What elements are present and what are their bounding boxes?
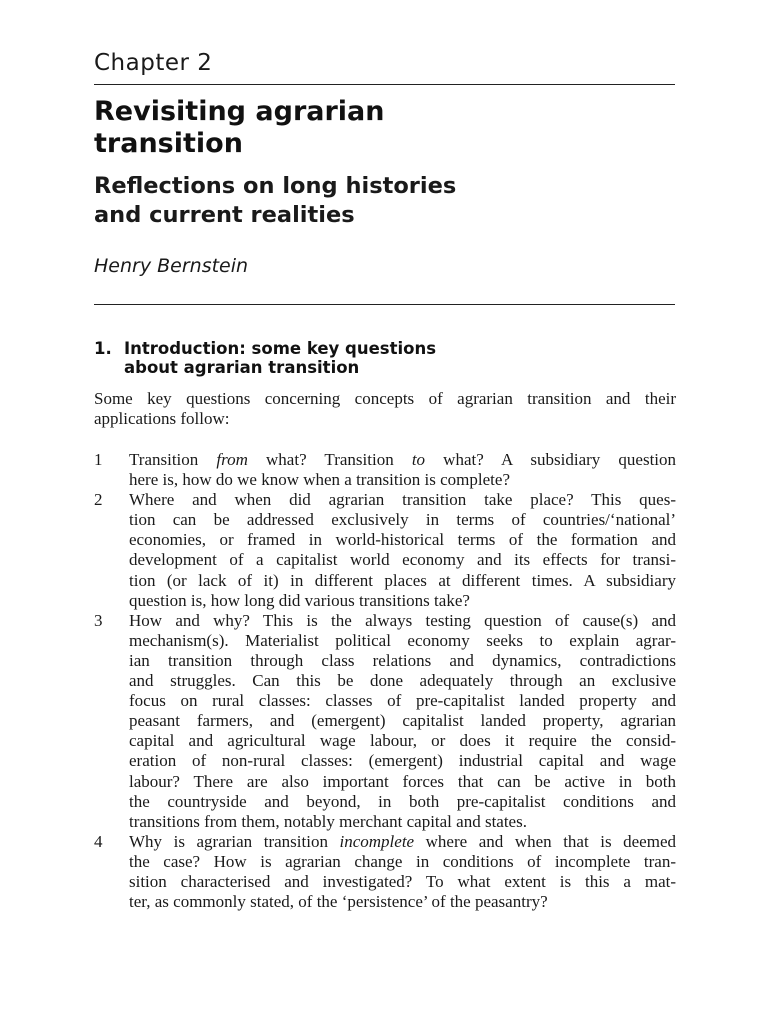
bottom-rule: [94, 304, 675, 305]
body-line: [129, 530, 676, 550]
question-text: [129, 490, 676, 611]
emphasis-text: from: [216, 450, 248, 469]
chapter-label: Chapter 2: [94, 50, 213, 76]
text-run: the case? How is agrarian change in conditions of incomplete tran-: [129, 851, 676, 871]
text-run: economies, or framed in world-historical terms of the formation and: [129, 530, 676, 550]
text-run: tion can be addressed exclusively in terms of countries/‘national’: [129, 510, 676, 530]
text-run: eration of non-rural classes: (emergent) industrial capital and wage: [129, 751, 676, 771]
chapter-subtitle-line: Reflections on long histories: [94, 173, 457, 199]
chapter-title-line: transition: [94, 128, 243, 159]
text-run: what? Transition: [247, 450, 412, 469]
text-run: How and why? This is the always testing question of cause(s) and: [129, 610, 676, 630]
question-text: [129, 450, 676, 490]
text-run: question is, how long did various transitions take?: [129, 590, 470, 610]
text-run: sition characterised and investigated? To what extent is this a mat-: [129, 871, 676, 891]
body-line: [129, 711, 676, 731]
body-line: [129, 832, 676, 852]
chapter-title: [94, 96, 684, 160]
body-line: [129, 671, 676, 691]
emphasis-text: incomplete: [339, 831, 415, 851]
body-line: [129, 772, 676, 792]
text-run: labour? There are also important forces that can be active in both: [129, 771, 676, 791]
body-line: applications follow:: [94, 409, 230, 429]
text-run: the countryside and beyond, in both pre-capitalist conditions and: [129, 791, 676, 811]
text-run: transitions from them, notably merchant capital and states.: [129, 811, 527, 831]
text-run: here is, how do we know when a transition is complete?: [129, 470, 510, 490]
question-item: [94, 611, 676, 832]
top-rule: [94, 84, 675, 85]
chapter-subtitle: [94, 172, 684, 230]
question-text: [129, 832, 676, 912]
body-line: [129, 470, 676, 490]
body-line: [129, 631, 676, 651]
text-run: mechanism(s). Materialist political economy seeks to explain agrar-: [129, 630, 676, 650]
text-run: capital and agricultural wage labour, or does it require the consid-: [129, 731, 676, 751]
body-line: [129, 792, 676, 812]
chapter-subtitle-line: and current realities: [94, 202, 355, 228]
body-line: [129, 510, 676, 530]
body-line: Some key questions concerning concepts of agrarian transition and their: [94, 389, 676, 408]
author-name: Henry Bernstein: [94, 255, 249, 277]
text-run: Where and when did agrarian transition take place? This ques-: [129, 490, 676, 510]
text-run: peasant farmers, and (emergent) capitalist landed property, agrarian: [129, 711, 676, 731]
body-line: [129, 812, 676, 832]
body-line: [129, 450, 676, 470]
section-heading: [94, 339, 684, 377]
body-line: [129, 571, 676, 591]
text-run: what? A subsidiary question: [425, 450, 677, 469]
question-number: 2: [94, 490, 103, 510]
body-line: [129, 872, 676, 892]
section-heading-line: about agrarian transition: [124, 358, 360, 377]
text-run: and struggles. Can this be done adequately through an exclusive: [129, 671, 676, 691]
body-line: [129, 892, 676, 912]
question-item: [94, 832, 676, 912]
question-item: [94, 490, 676, 611]
question-item: [94, 450, 676, 490]
body-line: [129, 591, 676, 611]
section-heading-line: Introduction: some key questions: [124, 339, 437, 358]
text-run: Transition: [129, 450, 217, 469]
text-run: ter, as commonly stated, of the ‘persistence’ of the peasantry?: [129, 892, 548, 912]
intro-paragraph: [94, 389, 676, 429]
section-number: 1.: [94, 339, 112, 358]
body-line: [129, 691, 676, 711]
text-run: ian transition through class relations and dynamics, contradictions: [129, 650, 676, 670]
body-line: [129, 611, 676, 631]
text-run: tion (or lack of it) in different places at different times. A subsidiary: [129, 570, 676, 590]
question-number: 3: [94, 610, 103, 630]
body-line: [129, 651, 676, 671]
text-run: Why is agrarian transition: [129, 831, 340, 851]
body-line: [129, 731, 676, 751]
question-text: [129, 611, 676, 832]
body-line: [129, 490, 676, 510]
question-number: 1: [94, 450, 103, 469]
text-run: where and when that is deemed: [414, 831, 676, 851]
text-run: focus on rural classes: classes of pre-capitalist landed property and: [129, 691, 676, 711]
body-line: [129, 751, 676, 771]
text-run: development of a capitalist world economy and its effects for transi-: [129, 550, 676, 570]
question-number: 4: [94, 831, 103, 851]
emphasis-text: to: [411, 450, 426, 469]
body-line: [129, 852, 676, 872]
chapter-title-line: Revisiting agrarian: [94, 96, 385, 127]
question-list: [94, 450, 676, 912]
body-line: [129, 550, 676, 570]
